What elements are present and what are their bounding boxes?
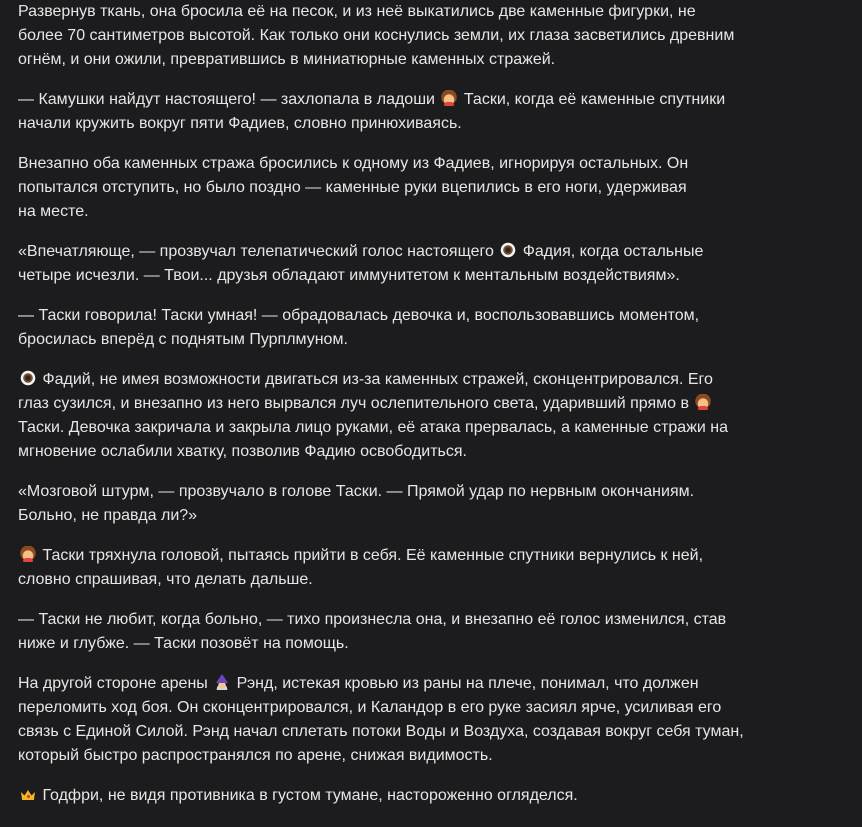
text-segment: связь с Единой Силой. Рэнд начал сплетать потоки Воды и Воздуха, создавая вокруг себя туман, — [18, 723, 744, 740]
text-segment: Внезапно оба каменных стража бросились к одному из Фадиев, игнорируя остальных. Он — [18, 155, 689, 172]
story-paragraph — [18, 304, 812, 352]
story-paragraph — [18, 152, 812, 224]
text-segment: «Мозговой штурм, — прозвучало в голове Таски. — Прямой удар по нервным окончаниям. — [18, 483, 695, 500]
text-segment: «Впечатляюще, — прозвучал телепатический голос настоящего — [18, 243, 499, 260]
text-segment: Больно, не правда ли?» — [18, 507, 198, 524]
text-segment: — Таски говорила! Таски умная! — обрадовалась девочка и, воспользовавшись моментом, — [18, 307, 700, 324]
text-segment: который быстро распространялся по арене, снижая видимость. — [18, 747, 493, 764]
eye-icon — [500, 242, 516, 258]
story-paragraph — [18, 88, 812, 136]
text-segment: попытался отступить, но было поздно — каменные руки вцепились в его ноги, удерживая — [18, 179, 687, 196]
girl-icon — [695, 394, 711, 410]
text-segment: Фадий, не имея возможности двигаться из-за каменных стражей, сконцентрировался. Его — [38, 371, 713, 388]
text-segment: Фадия, когда остальные — [518, 243, 704, 260]
text-segment: четыре исчезли. — Твои... друзья обладают иммунитетом к ментальным воздействиям». — [18, 267, 680, 284]
text-segment: бросилась вперёд с поднятым Пурплмуном. — [18, 331, 348, 348]
text-segment: Таски тряхнула головой, пытаясь прийти в себя. Её каменные спутники вернулись к ней, — [38, 547, 704, 564]
text-segment: начали кружить вокруг пяти Фадиев, словно принюхиваясь. — [18, 115, 462, 132]
text-segment: мгновение ослабили хватку, позволив Фадию освободиться. — [18, 443, 467, 460]
mage-icon — [214, 674, 230, 690]
text-segment: — Камушки найдут настоящего! — захлопала в ладоши — [18, 91, 440, 108]
story-paragraph — [18, 240, 812, 288]
text-segment: — Таски не любит, когда больно, — тихо произнесла она, и внезапно её голос изменился, став — [18, 611, 727, 628]
text-segment: переломить ход боя. Он сконцентрировался, и Каландор в его руке засиял ярче, усиливая его — [18, 699, 722, 716]
text-segment: огнём, и они ожили, превратившись в миниатюрные каменных стражей. — [18, 51, 556, 68]
text-segment: Таски, когда её каменные спутники — [459, 91, 726, 108]
girl-icon — [20, 546, 36, 562]
crown-icon — [20, 786, 36, 802]
story-paragraph — [18, 544, 812, 592]
story-paragraph — [18, 608, 812, 656]
girl-icon — [441, 90, 457, 106]
text-segment: более 70 сантиметров высотой. Как только они коснулись земли, их глаза засветились древним — [18, 27, 735, 44]
story-paragraph — [18, 480, 812, 528]
text-segment: Развернув ткань, она бросила её на песок, и из неё выкатились две каменные фигурки, не — [18, 3, 696, 20]
story-paragraph — [18, 368, 812, 464]
text-segment: На другой стороне арены — [18, 675, 213, 692]
text-segment: Таски. Девочка закричала и закрыла лицо руками, её атака прервалась, а каменные стражи на — [18, 419, 729, 436]
text-segment: Годфри, не видя противника в густом тумане, настороженно огляделся. — [38, 787, 578, 804]
story-paragraph — [18, 672, 812, 768]
text-segment: ниже и глубже. — Таски позовёт на помощь. — [18, 635, 349, 652]
story-paragraph — [18, 784, 812, 808]
story-paragraph — [18, 0, 812, 72]
text-segment: на месте. — [18, 203, 89, 220]
eye-icon — [20, 370, 36, 386]
text-segment: глаз сузился, и внезапно из него вырвался луч ослепительного света, ударивший прямо в — [18, 395, 694, 412]
text-segment: словно спрашивая, что делать дальше. — [18, 571, 313, 588]
text-segment: Рэнд, истекая кровью из раны на плече, понимал, что должен — [232, 675, 699, 692]
